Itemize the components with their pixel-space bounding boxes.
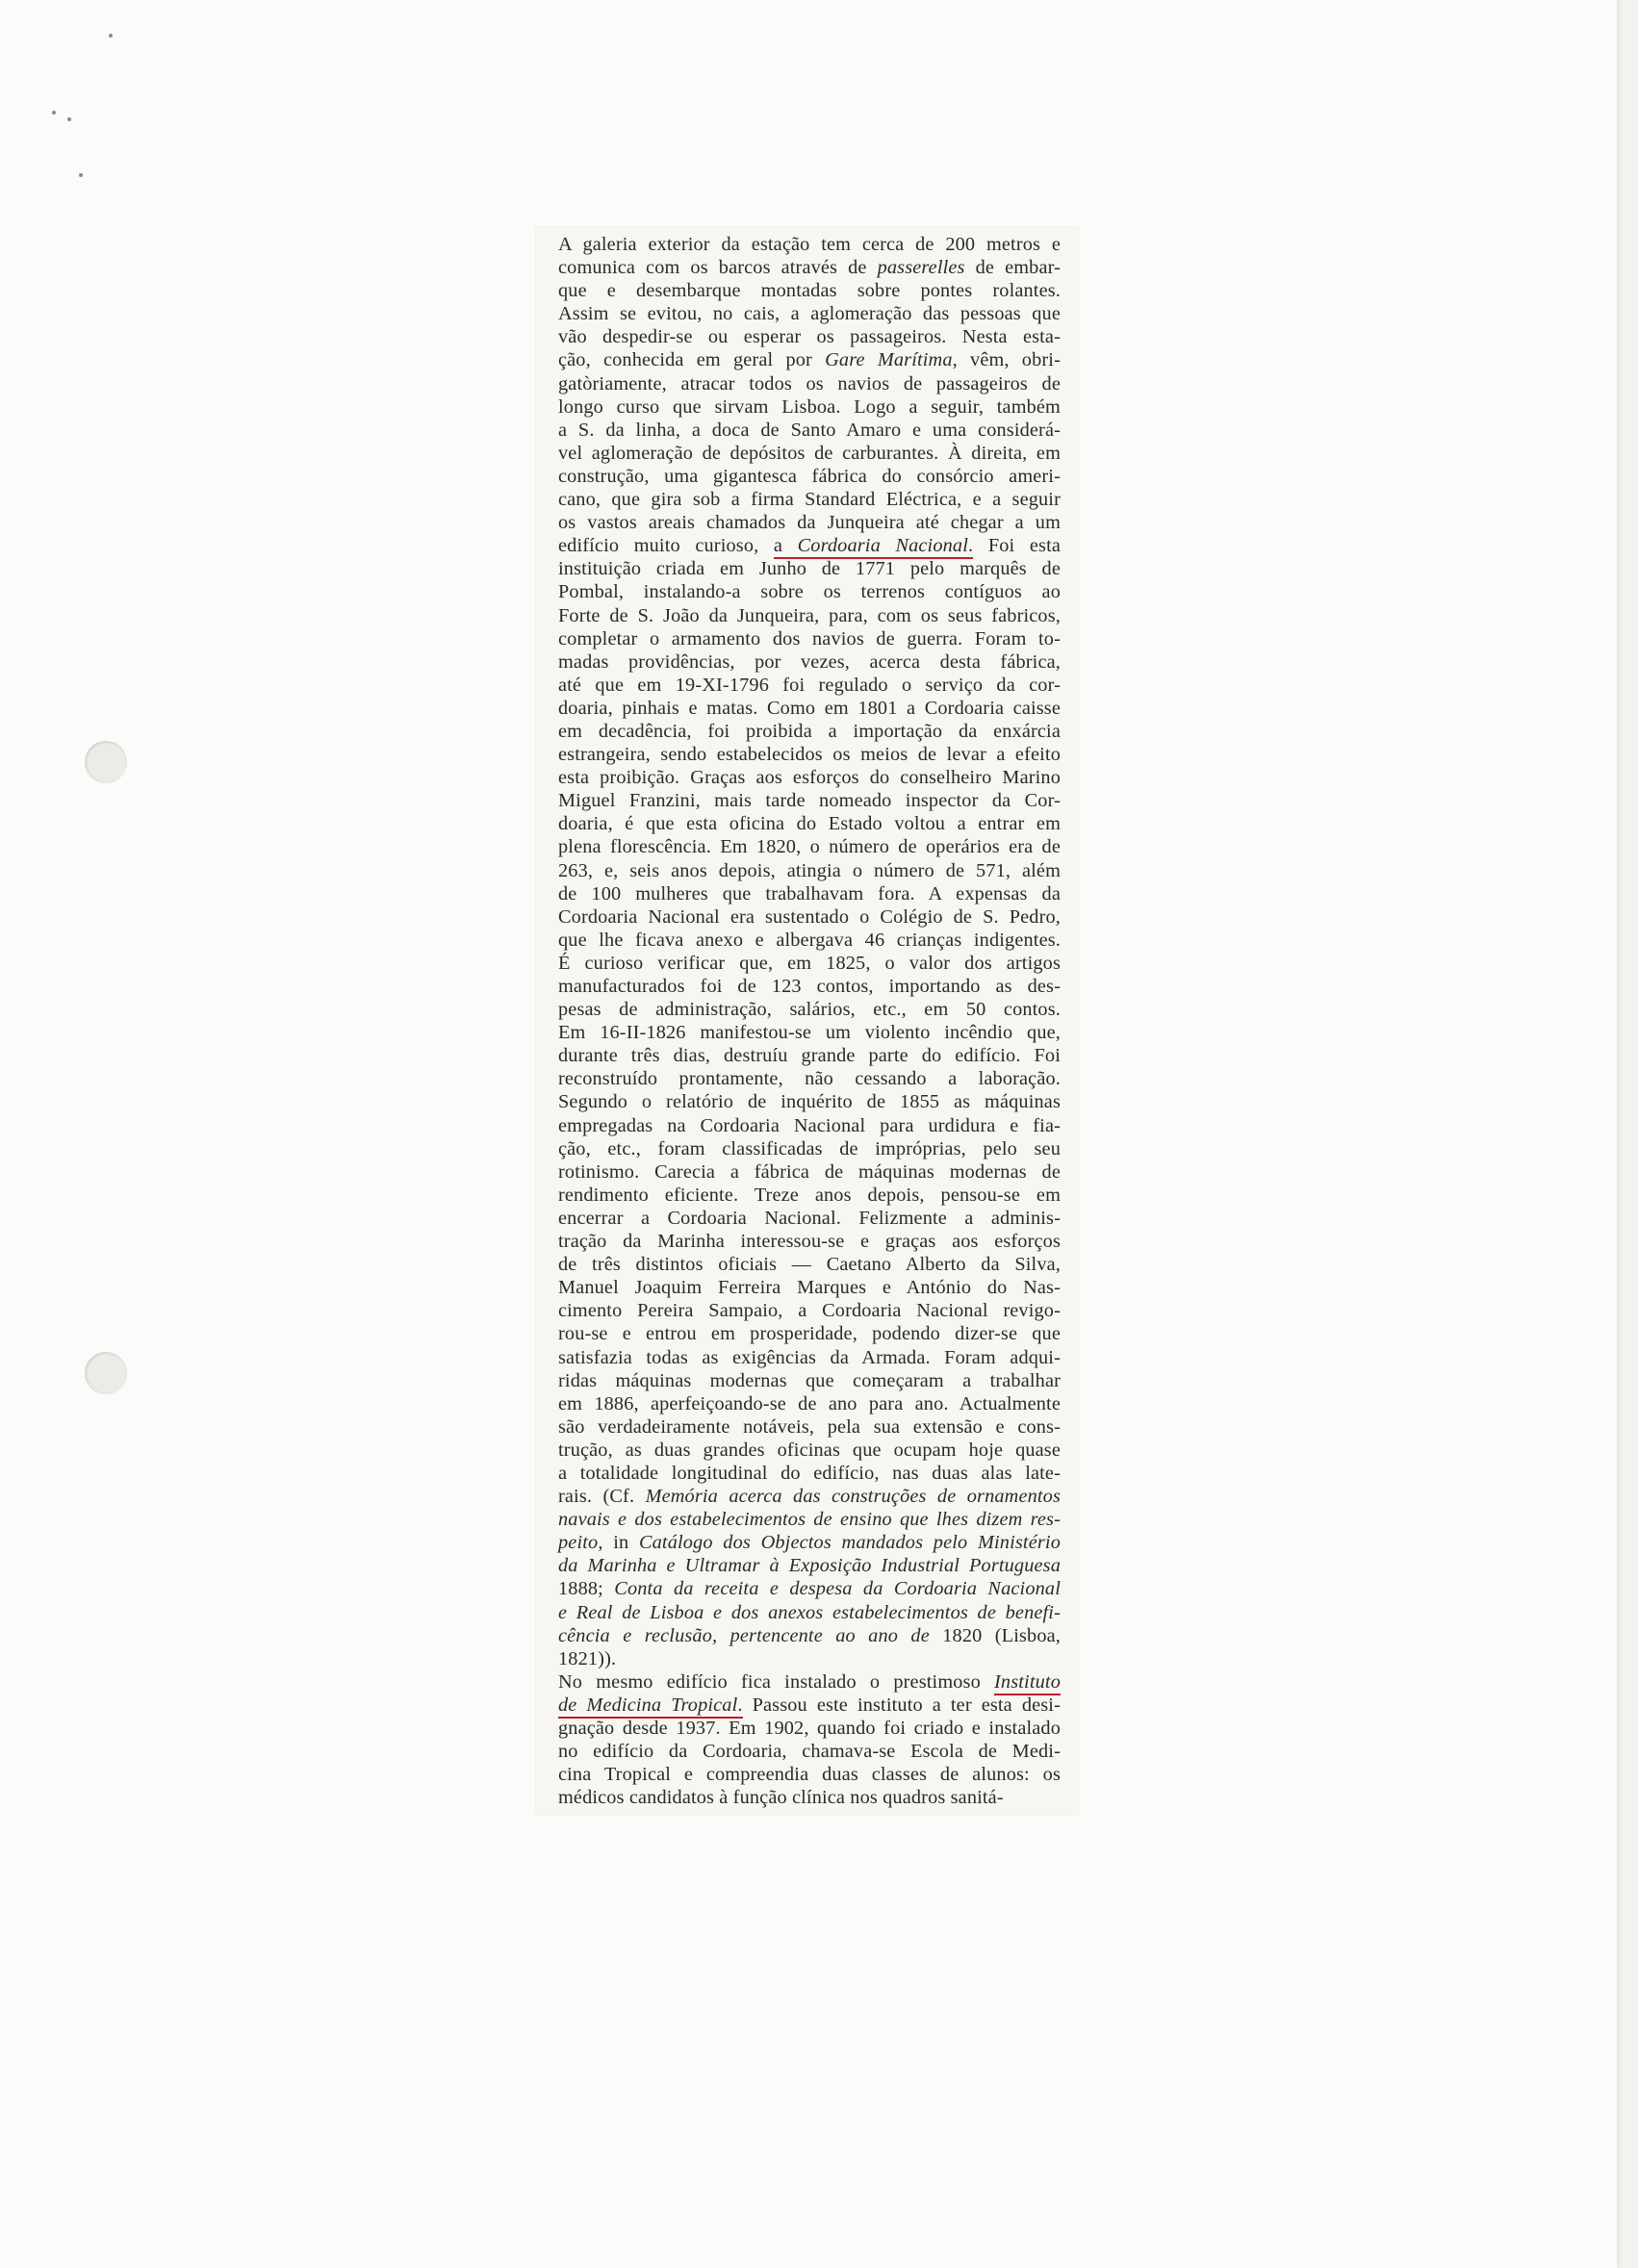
text-line: trução, as duas grandes oficinas que ocupam hoje quase	[558, 1439, 1061, 1461]
text-line: plena florescência. Em 1820, o número de operários era de	[558, 836, 1061, 858]
text-line: os vastos areais chamados da Junqueira até chegar a um	[558, 512, 1061, 534]
text-line: É curioso verificar que, em 1825, o valor dos artigos	[558, 952, 1061, 974]
text-line: Segundo o relatório de inquérito de 1855 as máquinas	[558, 1091, 1061, 1113]
text-line: peito, in Catálogo dos Objectos mandados pelo Ministério	[558, 1532, 1061, 1554]
text-line: encerrar a Cordoaria Nacional. Felizmente a adminis-	[558, 1207, 1061, 1229]
text-line: a S. da linha, a doca de Santo Amaro e uma considerá-	[558, 419, 1061, 441]
text-line: satisfazia todas as exigências da Armada. Foram adqui-	[558, 1346, 1061, 1368]
text-line: da Marinha e Ultramar à Exposição Industrial Portuguesa	[558, 1555, 1061, 1577]
text-line: pesas de administração, salários, etc., em 50 contos.	[558, 999, 1061, 1021]
text-line: gnação desde 1937. Em 1902, quando foi criado e instalado	[558, 1718, 1061, 1739]
text-line: rou-se e entrou em prosperidade, podendo dizer-se que	[558, 1323, 1061, 1345]
text-line: Miguel Franzini, mais tarde nomeado inspector da Cor-	[558, 790, 1061, 812]
text-line: médicos candidatos à função clínica nos quadros sanitá-	[558, 1787, 1004, 1809]
text-line: Cordoaria Nacional era sustentado o Colégio de S. Pedro,	[558, 905, 1061, 928]
text-line: Pombal, instalando-a sobre os terrenos contíguos ao	[558, 581, 1061, 603]
text-line: cimento Pereira Sampaio, a Cordoaria Nacional revigo-	[558, 1300, 1061, 1322]
article-text-column	[558, 233, 1061, 1809]
text-line: em decadência, foi proibida a importação da enxárcia	[558, 720, 1061, 742]
text-line: rotinismo. Carecia a fábrica de máquinas modernas de	[558, 1160, 1061, 1183]
text-line: construção, uma gigantesca fábrica do consórcio ameri-	[558, 465, 1061, 487]
text-line: rendimento eficiente. Treze anos depois, pensou-se em	[558, 1184, 1061, 1206]
text-line: que e desembarque montadas sobre pontes rolantes.	[558, 280, 1061, 302]
text-line: manufacturados foi de 123 contos, importando as des-	[558, 976, 1061, 997]
scan-speck	[79, 173, 83, 177]
text-line: gatòriamente, atracar todos os navios de passageiros de	[558, 372, 1061, 395]
text-line: ridas máquinas modernas que começaram a trabalhar	[558, 1369, 1061, 1391]
text-line: de Medicina Tropical. Passou este instituto a ter esta desi-	[558, 1694, 1061, 1717]
text-line: cano, que gira sob a firma Standard Eléctrica, e a seguir	[558, 489, 1061, 511]
text-line: e Real de Lisboa e dos anexos estabelecimentos de benefi-	[558, 1601, 1061, 1623]
scan-speck	[52, 111, 56, 115]
scan-speck	[109, 34, 113, 38]
text-line: são verdadeiramente notáveis, pela sua extensão e cons-	[558, 1415, 1061, 1438]
text-line: Manuel Joaquim Ferreira Marques e António do Nas-	[558, 1277, 1061, 1299]
text-line: estrangeira, sendo estabelecidos os meios de levar a efeito	[558, 744, 1061, 766]
text-line: ção, etc., foram classificadas de impróprias, pelo seu	[558, 1137, 1061, 1159]
text-line: ção, conhecida em geral por Gare Marítima, vêm, obri-	[558, 349, 1061, 371]
text-line: até que em 19-XI-1796 foi regulado o serviço da cor-	[558, 674, 1061, 696]
text-line: longo curso que sirvam Lisboa. Logo a seguir, também	[558, 395, 1061, 418]
text-line: cência e reclusão, pertencente ao ano de 1820 (Lisboa, 1821)).	[558, 1624, 1062, 1669]
text-line: de três distintos oficiais — Caetano Alberto da Silva,	[558, 1254, 1061, 1276]
text-line: esta proibição. Graças aos esforços do conselheiro Marino	[558, 767, 1061, 789]
text-line: A galeria exterior da estação tem cerca de 200 metros e	[558, 234, 1061, 255]
text-line: a totalidade longitudinal do edifício, nas duas alas late-	[558, 1462, 1061, 1484]
text-line: tração da Marinha interessou-se e graças aos esforços	[558, 1231, 1061, 1253]
text-line: Em 16-II-1826 manifestou-se um violento incêndio que,	[558, 1022, 1061, 1044]
text-line: de 100 mulheres que trabalhavam fora. A expensas da	[558, 882, 1061, 905]
text-line: 263, e, seis anos depois, atingia o número de 571, além	[558, 859, 1061, 881]
text-line: durante três dias, destruíu grande parte do edifício. Foi	[558, 1045, 1061, 1067]
text-line: rais. (Cf. Memória acerca das construções de ornamentos	[558, 1486, 1062, 1508]
text-line: cina Tropical e compreendia duas classes de alunos: os	[558, 1764, 1061, 1786]
text-line: Assim se evitou, no cais, a aglomeração das pessoas que	[558, 303, 1061, 325]
text-line: No mesmo edifício fica instalado o prestimoso Instituto	[558, 1670, 1061, 1694]
scan-speck	[67, 117, 71, 121]
text-line: doaria, pinhais e matas. Como em 1801 a Cordoaria caisse	[558, 697, 1061, 719]
text-line: doaria, é que esta oficina do Estado voltou a entrar em	[558, 813, 1061, 835]
text-line: madas providências, por vezes, acerca desta fábrica,	[558, 650, 1061, 673]
text-line: Forte de S. João da Junqueira, para, com os seus fabricos,	[558, 604, 1061, 626]
text-line: vel aglomeração de depósitos de carburantes. À direita, em	[558, 442, 1061, 464]
text-line: em 1886, aperfeiçoando-se de ano para ano. Actualmente	[558, 1392, 1061, 1414]
text-line: reconstruído prontamente, não cessando a laboração.	[558, 1068, 1061, 1090]
text-line: 1888; Conta da receita e despesa da Cordoaria Nacional	[558, 1578, 1061, 1600]
text-line: comunica com os barcos através de passerelles de embar-	[558, 257, 1061, 279]
text-line: no edifício da Cordoaria, chamava-se Escola de Medi-	[558, 1741, 1061, 1763]
text-line: empregadas na Cordoaria Nacional para urdidura e fia-	[558, 1114, 1061, 1136]
punch-hole-bottom	[85, 1352, 127, 1394]
punch-hole-top	[85, 741, 127, 783]
text-line: vão despedir-se ou esperar os passageiros. Nesta esta-	[558, 326, 1061, 348]
text-line: navais e dos estabelecimentos de ensino que lhes dizem res-	[558, 1509, 1061, 1531]
text-line: que lhe ficava anexo e albergava 46 crianças indigentes.	[558, 929, 1061, 951]
newspaper-clipping	[536, 227, 1078, 1815]
text-line: instituição criada em Junho de 1771 pelo marquês de	[558, 558, 1061, 580]
text-line: edifício muito curioso, a Cordoaria Nacional. Foi esta	[558, 534, 1061, 557]
text-line: completar o armamento dos navios de guerra. Foram to-	[558, 627, 1061, 650]
